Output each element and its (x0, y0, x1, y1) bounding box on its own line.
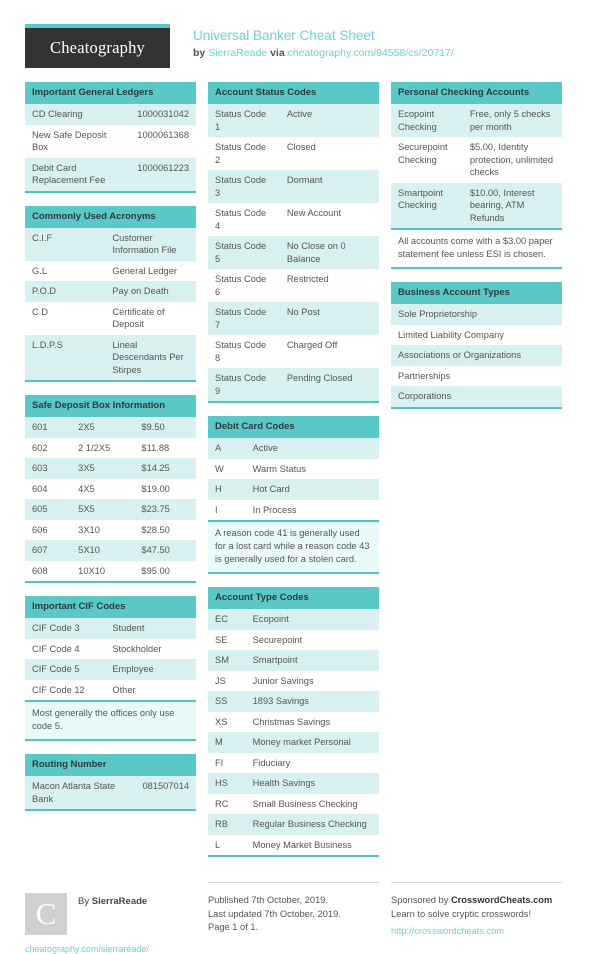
table-cell: $10.00, Interest bearing, ATM Refunds (463, 183, 562, 229)
sponsor-url-link[interactable]: http://crosswordcheats.com (391, 926, 505, 936)
table-row (208, 814, 379, 835)
table-row (391, 183, 562, 229)
table-row (25, 659, 196, 680)
table-row (208, 691, 379, 712)
table-cell: SE (208, 630, 246, 651)
table-cell: 608 (25, 561, 71, 582)
section-title: Debit Card Codes (208, 416, 379, 438)
table-row (208, 438, 379, 459)
table-cell: CIF Code 3 (25, 618, 105, 639)
table-cell: Securepoint (246, 630, 379, 651)
sponsor-tagline: Learn to solve cryptic crosswords! (391, 908, 532, 919)
column-1 (25, 82, 196, 824)
table-row (208, 753, 379, 774)
data-table (25, 776, 196, 809)
table-row (25, 561, 196, 582)
table-row (208, 500, 379, 521)
footer-publish-col (208, 882, 379, 954)
table-row (25, 125, 196, 158)
data-table (208, 609, 379, 855)
data-table (25, 417, 196, 581)
table-cell: No Close on 0 Balance (280, 236, 379, 269)
table-cell: Status Code 2 (208, 137, 280, 170)
table-cell: 601 (25, 417, 71, 438)
table-row (208, 302, 379, 335)
section-note: All accounts come with a $3.00 paper statement fee unless ESI is chosen. (391, 228, 562, 267)
table-cell: 5X10 (71, 540, 134, 561)
data-table (25, 618, 196, 700)
table-cell: Junior Savings (246, 671, 379, 692)
table-cell: $95.00 (134, 561, 196, 582)
section-account-type-codes (208, 587, 379, 857)
table-cell: I (208, 500, 246, 521)
table-row (391, 366, 562, 387)
table-cell: Smartpoint (246, 650, 379, 671)
section-title: Personal Checking Accounts (391, 82, 562, 104)
table-cell: Active (246, 438, 379, 459)
table-row (25, 302, 196, 335)
table-row (208, 269, 379, 302)
table-row (25, 158, 196, 191)
table-cell: Student (105, 618, 196, 639)
table-row (208, 236, 379, 269)
table-cell: Ecopoint (246, 609, 379, 630)
table-cell: Small Business Checking (246, 794, 379, 815)
page-footer (25, 882, 575, 954)
table-cell: 1000061368 (130, 125, 196, 158)
table-cell: Hot Card (246, 479, 379, 500)
table-row (391, 386, 562, 407)
section-business-account-types (391, 282, 562, 409)
table-row (25, 776, 196, 809)
section-account-status-codes (208, 82, 379, 403)
avatar: C (25, 893, 67, 935)
table-cell: 081507014 (135, 776, 196, 809)
table-cell: $19.00 (134, 479, 196, 500)
table-cell: Christmas Savings (246, 712, 379, 733)
table-row (25, 680, 196, 701)
table-row (25, 479, 196, 500)
author-link[interactable]: SierraReade (208, 47, 268, 59)
table-row (208, 794, 379, 815)
table-cell: Charged Off (280, 335, 379, 368)
published-date: Published 7th October, 2019. (208, 895, 328, 905)
column-3 (391, 82, 562, 422)
table-cell: Closed (280, 137, 379, 170)
table-cell: Status Code 3 (208, 170, 280, 203)
table-row (208, 368, 379, 401)
section-title: Safe Deposit Box Information (25, 395, 196, 417)
table-cell: RB (208, 814, 246, 835)
updated-date: Last updated 7th October, 2019. (208, 908, 341, 919)
table-cell: Fiduciary (246, 753, 379, 774)
table-cell: $11.88 (134, 438, 196, 459)
table-row (25, 335, 196, 381)
section-note: A reason code 41 is generally used for a lost card while a reason code 43 is generally used for a stolen card. (208, 520, 379, 572)
table-cell: Other (105, 680, 196, 701)
table-cell: Corporations (391, 386, 562, 407)
table-cell: 604 (25, 479, 71, 500)
section-commonly-used-acronyms (25, 206, 196, 383)
table-cell: 606 (25, 520, 71, 541)
table-cell: Partnerships (391, 366, 562, 387)
section-safe-deposit-box-information (25, 395, 196, 583)
table-row (208, 630, 379, 651)
table-cell: M (208, 732, 246, 753)
table-row (208, 459, 379, 480)
cheatography-logo[interactable] (25, 24, 170, 68)
table-row (208, 203, 379, 236)
table-cell: Pay on Death (105, 281, 196, 302)
table-cell: Status Code 7 (208, 302, 280, 335)
table-cell: Stockholder (105, 639, 196, 660)
table-cell: 605 (25, 499, 71, 520)
table-cell: Employee (105, 659, 196, 680)
section-title: Important General Ledgers (25, 82, 196, 104)
table-row (25, 104, 196, 125)
data-table (391, 104, 562, 228)
table-cell: Status Code 4 (208, 203, 280, 236)
table-row (25, 618, 196, 639)
footer-author-profile-link[interactable]: cheatography.com/sierrareade/ (25, 944, 149, 954)
table-row (25, 639, 196, 660)
data-table (25, 104, 196, 191)
sponsor-prefix: Sponsored by (391, 895, 449, 905)
table-cell: L (208, 835, 246, 856)
via-label: via (270, 47, 285, 59)
page-header (25, 24, 575, 68)
table-cell: JS (208, 671, 246, 692)
footer-by-label: By (78, 896, 90, 907)
table-cell: 1000031042 (130, 104, 196, 125)
section-title: Commonly Used Acronyms (25, 206, 196, 228)
table-cell: SM (208, 650, 246, 671)
table-cell: P.O.D (25, 281, 105, 302)
table-cell: Macon Atlanta State Bank (25, 776, 135, 809)
table-row (208, 773, 379, 794)
table-cell: L.D.P.S (25, 335, 105, 381)
footer-author: SierraReade (91, 896, 148, 907)
sponsor-line (391, 894, 562, 908)
table-cell: 1000061223 (130, 158, 196, 191)
table-row (25, 499, 196, 520)
column-2 (208, 82, 379, 870)
table-cell: Regular Business Checking (246, 814, 379, 835)
table-cell: CIF Code 5 (25, 659, 105, 680)
section-title: Account Status Codes (208, 82, 379, 104)
data-table (391, 304, 562, 407)
table-cell: 4X5 (71, 479, 134, 500)
table-row (208, 170, 379, 203)
table-row (208, 609, 379, 630)
table-row (391, 325, 562, 346)
table-cell: EC (208, 609, 246, 630)
table-cell: CIF Code 12 (25, 680, 105, 701)
table-cell: Pending Closed (280, 368, 379, 401)
table-cell: Dormant (280, 170, 379, 203)
table-cell: W (208, 459, 246, 480)
table-row (208, 671, 379, 692)
footer-sponsor-col (391, 882, 562, 954)
table-row (25, 438, 196, 459)
table-cell: C.D (25, 302, 105, 335)
table-cell: $5.00, Identity protection, unlimited checks (463, 137, 562, 183)
table-cell: 2 1/2X5 (71, 438, 134, 459)
section-routing-number (25, 754, 196, 811)
table-cell: Status Code 6 (208, 269, 280, 302)
table-cell: Status Code 8 (208, 335, 280, 368)
table-cell: 3X5 (71, 458, 134, 479)
section-important-general-ledgers (25, 82, 196, 193)
page-title: Universal Banker Cheat Sheet (193, 28, 375, 43)
table-cell: Debit Card Replacement Fee (25, 158, 130, 191)
table-cell: H (208, 479, 246, 500)
table-cell: 607 (25, 540, 71, 561)
table-row (25, 228, 196, 261)
table-cell: Warm Status (246, 459, 379, 480)
section-title: Important CIF Codes (25, 596, 196, 618)
table-cell: $23.75 (134, 499, 196, 520)
section-important-cif-codes (25, 596, 196, 741)
table-row (25, 261, 196, 282)
table-cell: CD Clearing (25, 104, 130, 125)
table-row (391, 104, 562, 137)
section-title: Business Account Types (391, 282, 562, 304)
logo-text: Cheatography (50, 38, 145, 57)
table-cell: 10X10 (71, 561, 134, 582)
table-cell: C.I.F (25, 228, 105, 261)
section-title: Routing Number (25, 754, 196, 776)
table-cell: Status Code 5 (208, 236, 280, 269)
table-row (25, 540, 196, 561)
table-row (208, 104, 379, 137)
table-cell: Money Market Business (246, 835, 379, 856)
table-cell: Smartpoint Checking (391, 183, 463, 229)
table-cell: Limited Liability Company (391, 325, 562, 346)
table-cell: 3X10 (71, 520, 134, 541)
table-row (25, 417, 196, 438)
table-cell: Health Savings (246, 773, 379, 794)
table-cell: HS (208, 773, 246, 794)
table-cell: Certificate of Deposit (105, 302, 196, 335)
table-row (208, 479, 379, 500)
by-label: by (193, 47, 206, 59)
table-cell: A (208, 438, 246, 459)
author-row (25, 893, 196, 935)
table-row (208, 712, 379, 733)
table-row (391, 304, 562, 325)
table-cell: Restricted (280, 269, 379, 302)
table-row (25, 458, 196, 479)
table-cell: New Safe Deposit Box (25, 125, 130, 158)
table-row (208, 732, 379, 753)
table-cell: Ecopoint Checking (391, 104, 463, 137)
table-cell: CIF Code 4 (25, 639, 105, 660)
footer-author-name (78, 893, 147, 907)
table-cell: In Process (246, 500, 379, 521)
table-cell: 5X5 (71, 499, 134, 520)
table-cell: 603 (25, 458, 71, 479)
table-cell: Active (280, 104, 379, 137)
data-table (208, 438, 379, 520)
table-cell: General Ledger (105, 261, 196, 282)
section-debit-card-codes (208, 416, 379, 574)
data-table (208, 104, 379, 401)
data-table (25, 228, 196, 381)
table-cell: Associations or Organizations (391, 345, 562, 366)
table-cell: XS (208, 712, 246, 733)
table-cell: New Account (280, 203, 379, 236)
content-columns (25, 82, 575, 870)
footer-author-col (25, 882, 196, 954)
table-cell: Status Code 9 (208, 368, 280, 401)
table-cell: $9.50 (134, 417, 196, 438)
table-row (25, 281, 196, 302)
table-cell: 1893 Savings (246, 691, 379, 712)
table-cell: Lineal Descendants Per Stirpes (105, 335, 196, 381)
table-cell: RC (208, 794, 246, 815)
sponsor-name: CrosswordCheats.com (450, 895, 553, 905)
table-row (208, 835, 379, 856)
table-cell: 2X5 (71, 417, 134, 438)
table-cell: Sole Proprietorship (391, 304, 562, 325)
table-cell: SS (208, 691, 246, 712)
header-text-group (193, 24, 454, 60)
section-title: Account Type Codes (208, 587, 379, 609)
table-row (391, 345, 562, 366)
page-count: Page 1 of 1. (208, 922, 259, 932)
table-row (208, 650, 379, 671)
table-cell: FI (208, 753, 246, 774)
table-cell: Money market Personal (246, 732, 379, 753)
table-cell: G.L (25, 261, 105, 282)
byline (193, 46, 454, 60)
table-row (208, 137, 379, 170)
table-cell: Customer Information File (105, 228, 196, 261)
table-cell: $14.25 (134, 458, 196, 479)
table-cell: 602 (25, 438, 71, 459)
section-note: Most generally the offices only use code 5. (25, 700, 196, 739)
table-cell: $47.50 (134, 540, 196, 561)
source-url-link[interactable]: cheatography.com/94558/cs/20717/ (287, 47, 454, 59)
table-cell: Securepoint Checking (391, 137, 463, 183)
table-row (208, 335, 379, 368)
table-cell: $28.50 (134, 520, 196, 541)
table-cell: Free, only 5 checks per month (463, 104, 562, 137)
section-personal-checking-accounts (391, 82, 562, 269)
table-cell: No Post (280, 302, 379, 335)
table-cell: Status Code 1 (208, 104, 280, 137)
table-row (391, 137, 562, 183)
table-row (25, 520, 196, 541)
